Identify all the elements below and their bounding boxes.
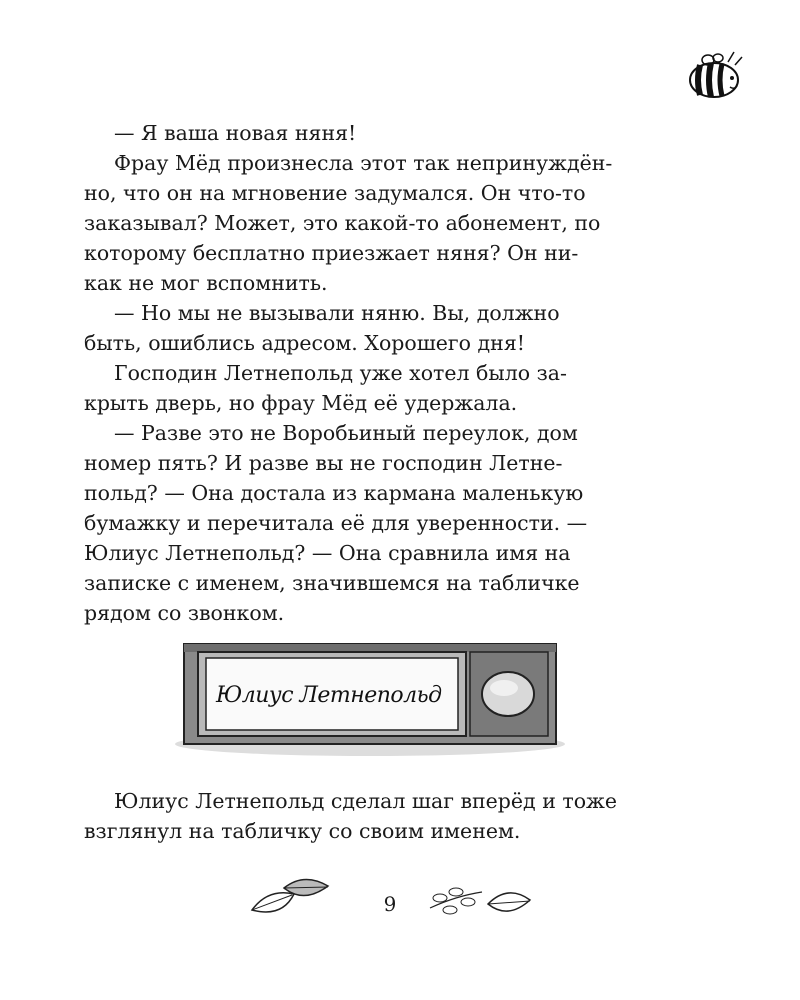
closing-text [84, 786, 662, 846]
paragraph-5: — Разве это не Воробьиный переулок, дом номер пять? И разве вы не господин Летне- польд? — Она достала из кармана маленькую бумажку и перечитала её для уверенности. — Юлиус Летнепольд? — Она сравнила имя на записке с именем, значившемся на табличке рядом со звонком. [84, 421, 588, 625]
nameplate-illustration [170, 634, 565, 764]
nameplate-name: Юлиус Летнепольд [216, 683, 442, 708]
bee-icon [680, 40, 750, 110]
paragraph-6: Юлиус Летнепольд сделал шаг вперёд и тоже взглянул на табличку со своим именем. [84, 789, 618, 843]
paragraph-1: — Я ваша новая няня! [114, 121, 357, 145]
paragraph-2: Фрау Мёд произнесла этот так непринуждён- но, что он на мгновение задумался. Он что-то заказывал? Может, это какой-то абонемент, по которому бесплатно приезжает няня? Он ни- как не мог вспомнить. [84, 151, 613, 295]
sprig-icon [426, 882, 486, 916]
paragraph-3: — Но мы не вызывали няню. Вы, должно быть, ошиблись адресом. Хорошего дня! [84, 301, 560, 355]
leaf-icon [484, 886, 534, 920]
page-number: 9 [383, 892, 397, 916]
page-footer [240, 870, 540, 926]
paragraph-4: Господин Летнепольд уже хотел было за- крыть дверь, но фрау Мёд её удержала. [84, 361, 567, 415]
main-text [84, 118, 662, 628]
